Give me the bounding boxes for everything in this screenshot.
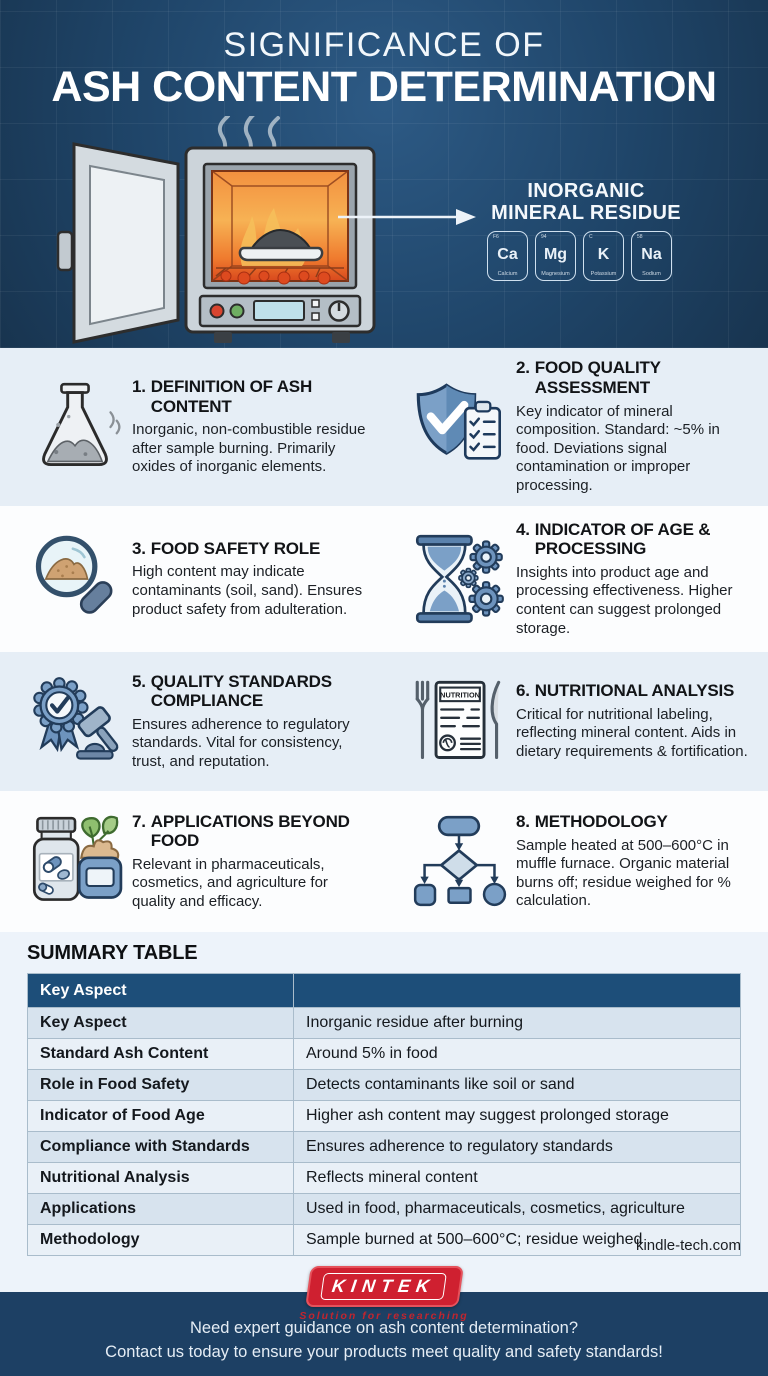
section-3-text [132, 539, 384, 619]
section-number: 3. [132, 538, 146, 558]
page-title-line2: ASH CONTENT DETERMINATION [51, 63, 717, 111]
flowchart-icon [402, 813, 516, 909]
section-number: 6. [516, 681, 530, 701]
kintek-logo [289, 1266, 479, 1322]
section-body: Inorganic, non-combustible residue after sample burning. Primarily oxides of inorganic elements. [132, 421, 366, 476]
row-detail: Reflects mineral content [306, 1169, 478, 1186]
page-title-line1: SIGNIFICANCE OF [223, 26, 545, 64]
award-gavel-icon [18, 674, 132, 770]
table-row [28, 1070, 740, 1101]
section-title-text: METHODOLOGY [534, 812, 668, 832]
row-aspect: Applications [28, 1194, 294, 1224]
residue-label [474, 180, 698, 224]
summary-table [27, 973, 741, 1256]
section-body: Critical for nutritional labeling, reflecting mineral content. Aids in dietary requirements & fortification. [516, 705, 748, 761]
section-band-4 [0, 791, 768, 932]
table-header-col2 [294, 974, 740, 1007]
element-symbol: Na [641, 246, 662, 263]
element-tile-mg [535, 231, 576, 281]
magnifier-sand-icon [18, 531, 132, 627]
section-number: 1. [132, 377, 146, 397]
section-title [516, 812, 756, 832]
section-title [132, 377, 372, 416]
summary-table-heading: SUMMARY TABLE [27, 942, 198, 964]
right-arrow-icon [336, 206, 478, 228]
website-link[interactable]: kindle-tech.com [635, 1237, 741, 1254]
table-header-col1: Key Aspect [28, 974, 294, 1007]
section-number: 2. [516, 358, 530, 378]
section-body: Sample heated at 500–600°C in muffle furnace. Organic material burns off; residue weighed for % calculation. [516, 836, 731, 910]
row-detail: Higher ash content may suggest prolonged storage [306, 1107, 669, 1124]
section-title-text: FOOD SAFETY ROLE [150, 538, 321, 558]
kintek-logo-text: KINTEK [330, 1276, 436, 1296]
row-detail: Used in food, pharmaceuticals, cosmetics, agriculture [306, 1200, 685, 1217]
muffle-furnace-icon [16, 116, 486, 348]
row-detail: Around 5% in food [306, 1045, 438, 1062]
element-number: C [589, 234, 593, 240]
row-detail: Ensures adherence to regulatory standards [306, 1138, 613, 1155]
row-aspect: Methodology [28, 1225, 294, 1255]
section-body: Key indicator of mineral composition. Standard: ~5% in food. Deviations signal contamination or improper processing. [516, 402, 720, 494]
element-symbol: Mg [543, 246, 568, 263]
section-number: 7. [132, 811, 146, 831]
row-detail: Detects contaminants like soil or sand [306, 1076, 575, 1093]
section-band-1 [0, 348, 768, 506]
section-title [516, 520, 756, 559]
section-title-text: APPLICATIONS BEYOND FOOD [150, 811, 350, 851]
element-tile-ca [487, 231, 528, 281]
row-detail: Sample burned at 500–600°C; residue weighed [306, 1231, 643, 1248]
section-title-text: FOOD QUALITY ASSESSMENT [534, 358, 661, 398]
summary-section [0, 932, 768, 1292]
row-aspect: Nutritional Analysis [28, 1163, 294, 1193]
section-body: High content may indicate contaminants (soil, sand). Ensures product safety from adulteration. [132, 563, 363, 618]
row-aspect: Role in Food Safety [28, 1070, 294, 1100]
section-5-text [132, 672, 384, 772]
section-body: Relevant in pharmaceuticals, cosmetics, and agriculture for quality and efficacy. [132, 855, 328, 910]
section-number: 4. [516, 519, 530, 539]
residue-label-line1: INORGANIC [527, 180, 645, 202]
muffle-furnace-illustration [16, 116, 486, 348]
section-band-2 [0, 506, 768, 652]
section-body: Ensures adherence to regulatory standards. Vital for consistency, trust, and reputation. [132, 715, 350, 770]
table-row [28, 1101, 740, 1132]
element-name: Magnesium [541, 271, 570, 277]
section-6 [384, 674, 768, 770]
row-detail: Inorganic residue after burning [306, 1014, 524, 1031]
section-band-3 [0, 652, 768, 791]
section-title-text: NUTRITIONAL ANALYSIS [534, 681, 735, 701]
kintek-logo-badge [305, 1266, 464, 1307]
section-6-text [516, 681, 768, 761]
row-aspect: Indicator of Food Age [28, 1101, 294, 1131]
section-1 [0, 377, 384, 477]
section-4-text [516, 520, 768, 638]
table-row [28, 1163, 740, 1194]
hourglass-gears-icon [402, 531, 516, 627]
section-5 [0, 672, 384, 772]
shield-checklist-icon [402, 379, 516, 475]
footer-cta-line1: Need expert guidance on ash content determination? [189, 1319, 579, 1337]
element-symbol: K [597, 246, 610, 263]
section-title [132, 672, 372, 711]
element-tile-k [583, 231, 624, 281]
element-symbol: Ca [497, 246, 518, 263]
flask-ash-icon [18, 379, 132, 475]
element-tile-na [631, 231, 672, 281]
section-2 [384, 358, 768, 495]
section-1-text [132, 377, 384, 477]
element-name: Sodium [642, 271, 661, 277]
nutrition-label-icon [402, 674, 516, 770]
section-4 [384, 520, 768, 638]
section-8-text [516, 812, 768, 911]
row-aspect: Key Aspect [28, 1008, 294, 1038]
section-title [516, 358, 756, 397]
element-number: F6 [493, 234, 499, 240]
section-7-text [132, 812, 384, 912]
table-row [28, 1132, 740, 1163]
section-title [132, 812, 372, 851]
section-2-text [516, 358, 768, 495]
nutrition-label-text: NUTRITION [440, 689, 480, 699]
table-row [28, 1225, 740, 1256]
residue-label-line2: MINERAL RESIDUE [491, 202, 681, 224]
table-row [28, 1039, 740, 1070]
element-name: Potassium [590, 271, 617, 277]
table-header-row [28, 974, 740, 1008]
footer-cta-line2: Contact us today to ensure your products meet quality and safety standards! [105, 1342, 663, 1361]
section-3 [0, 531, 384, 627]
section-body: Insights into product age and processing effectiveness. Higher content can suggest prolonged storage. [516, 563, 733, 637]
element-number: 58 [637, 234, 643, 240]
row-aspect: Compliance with Standards [28, 1132, 294, 1162]
section-title-text: QUALITY STANDARDS COMPLIANCE [150, 671, 332, 711]
table-row [28, 1008, 740, 1039]
section-7 [0, 812, 384, 912]
element-tiles [487, 231, 672, 281]
kintek-logo-tagline: Solution for researching [299, 1310, 469, 1322]
element-number: 94 [541, 234, 547, 240]
section-title [516, 681, 756, 701]
section-number: 5. [132, 671, 146, 691]
header-banner [0, 0, 768, 348]
element-name: Calcium [497, 271, 518, 277]
row-aspect: Standard Ash Content [28, 1039, 294, 1069]
table-row [28, 1194, 740, 1225]
section-number: 8. [516, 812, 530, 832]
pharma-cosmetics-icon [18, 814, 132, 910]
section-title [132, 539, 372, 559]
section-title-text: DEFINITION OF ASH CONTENT [150, 377, 313, 416]
section-8 [384, 812, 768, 911]
section-title-text: INDICATOR OF AGE & PROCESSING [534, 519, 711, 559]
